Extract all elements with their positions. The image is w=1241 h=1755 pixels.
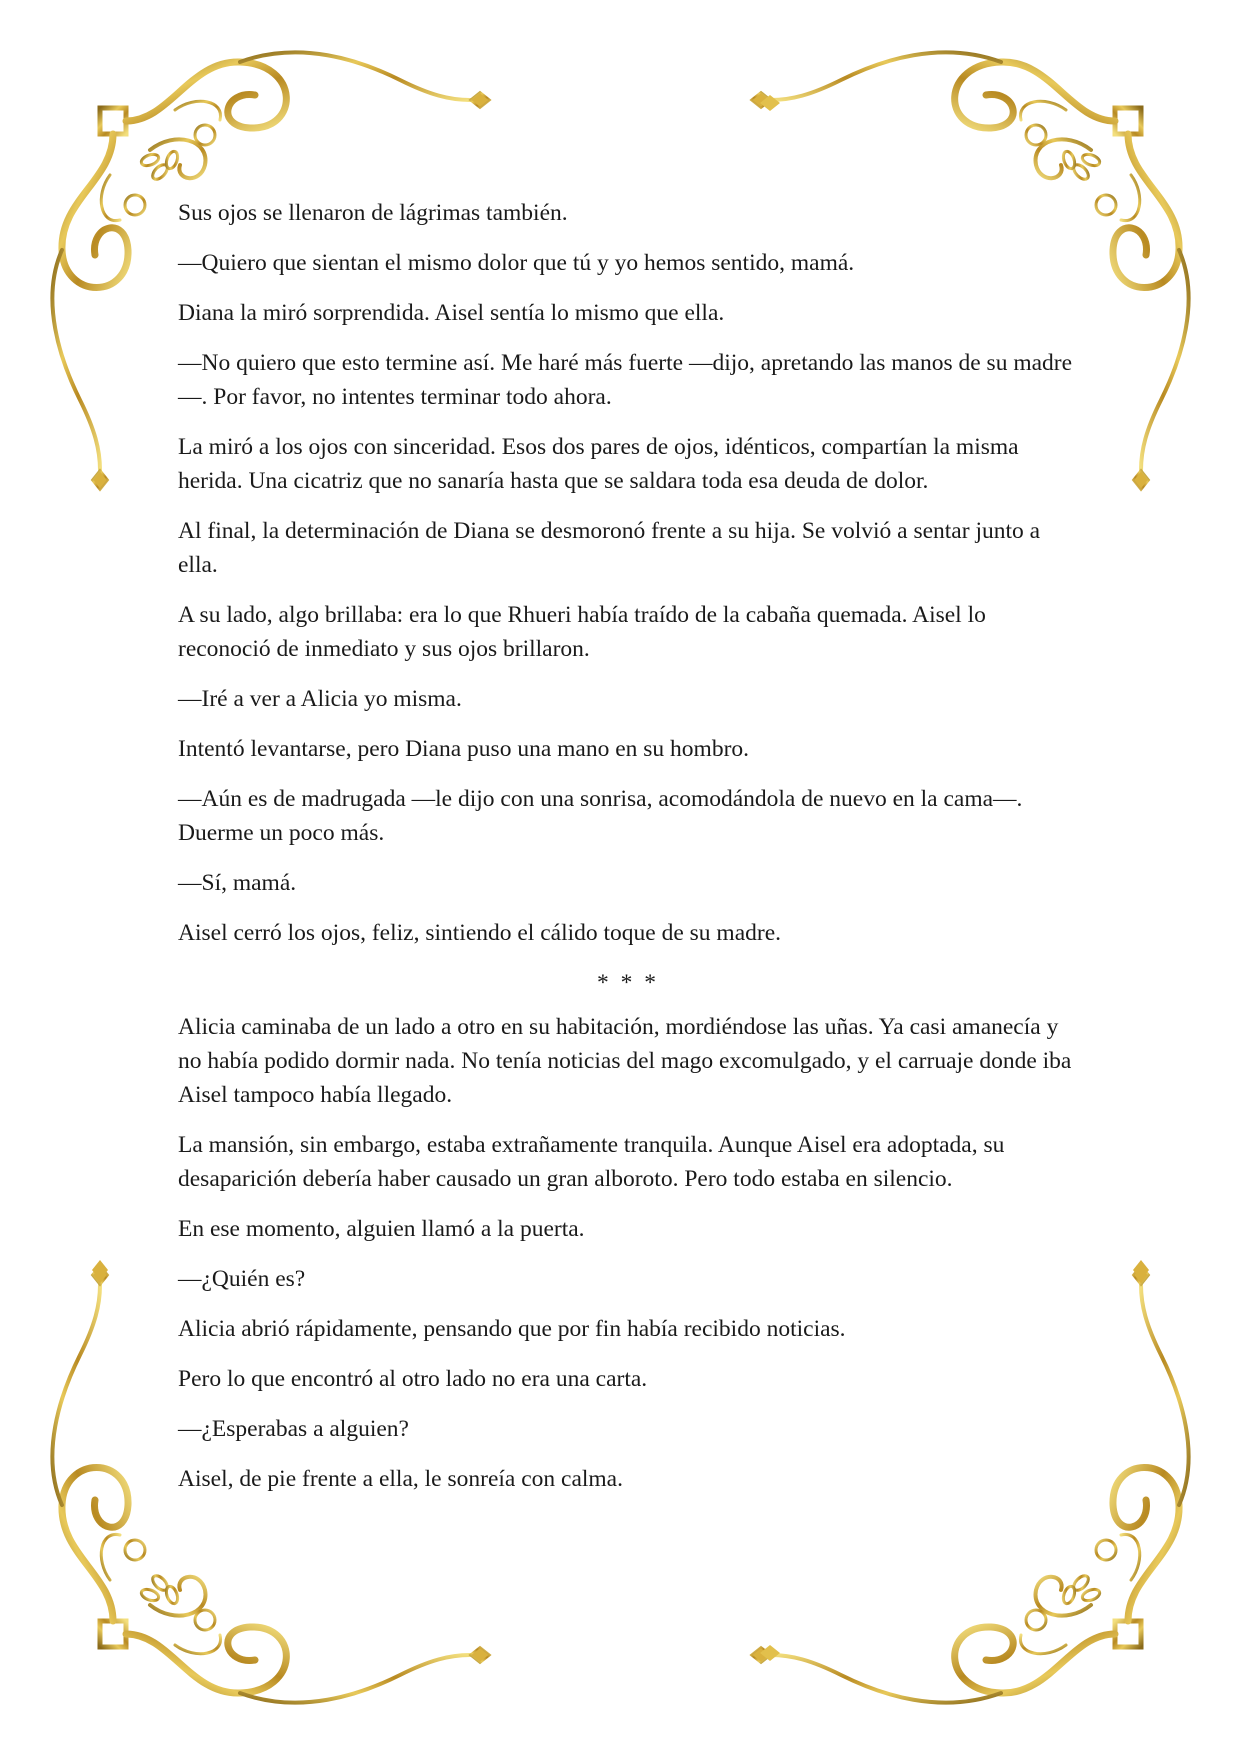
paragraph: Alicia abrió rápidamente, pensando que por fin había recibido noticias. [178,1316,846,1342]
paragraph: —Aún es de madrugada —le dijo con una sonrisa, acomodándola de nuevo en la cama—. Duerme un poco más. [178,786,1023,846]
paragraph: Sus ojos se llenaron de lágrimas también. [178,200,568,226]
paragraph: En ese momento, alguien llamó a la puerta. [178,1216,585,1242]
paragraph: —Sí, mamá. [178,870,297,896]
story-text [178,196,1078,1512]
paragraph: —Quiero que sientan el mismo dolor que tú y yo hemos sentido, mamá. [178,250,855,276]
paragraph: La miró a los ojos con sinceridad. Esos dos pares de ojos, idénticos, compartían la misma herida. Una cicatriz que no sanaría hasta que se saldara toda esa deuda de dolor. [178,434,1019,494]
paragraph: —No quiero que esto termine así. Me haré más fuerte —dijo, apretando las manos de su madre—. Por favor, no intentes terminar todo ahora. [178,350,1073,410]
paragraph: Aisel cerró los ojos, feliz, sintiendo el cálido toque de su madre. [178,920,782,946]
paragraph: A su lado, algo brillaba: era lo que Rhueri había traído de la cabaña quemada. Aisel lo reconoció de inmediato y sus ojos brillaron. [178,602,986,662]
paragraph: Alicia caminaba de un lado a otro en su habitación, mordiéndose las uñas. Ya casi amanecía y no había podido dormir nada. No tenía noticias del mago excomulgado, y el carruaje donde iba Aisel tampoco había llegado. [178,1014,1072,1108]
paragraph: La mansión, sin embargo, estaba extrañamente tranquila. Aunque Aisel era adoptada, su desaparición debería haber causado un gran alboroto. Pero todo estaba en silencio. [178,1132,1005,1192]
paragraph: —Iré a ver a Alicia yo misma. [178,686,462,712]
paragraph: —¿Esperabas a alguien? [178,1416,409,1442]
scene-separator: * * * [597,970,659,996]
paragraph: Aisel, de pie frente a ella, le sonreía con calma. [178,1466,623,1492]
paragraph: Intentó levantarse, pero Diana puso una mano en su hombro. [178,736,750,762]
paragraph: Al final, la determinación de Diana se desmoronó frente a su hija. Se volvió a sentar junto a ella. [178,518,1041,578]
paragraph: Pero lo que encontró al otro lado no era una carta. [178,1366,648,1392]
paragraph: Diana la miró sorprendida. Aisel sentía lo mismo que ella. [178,300,725,326]
paragraph: —¿Quién es? [178,1266,306,1292]
